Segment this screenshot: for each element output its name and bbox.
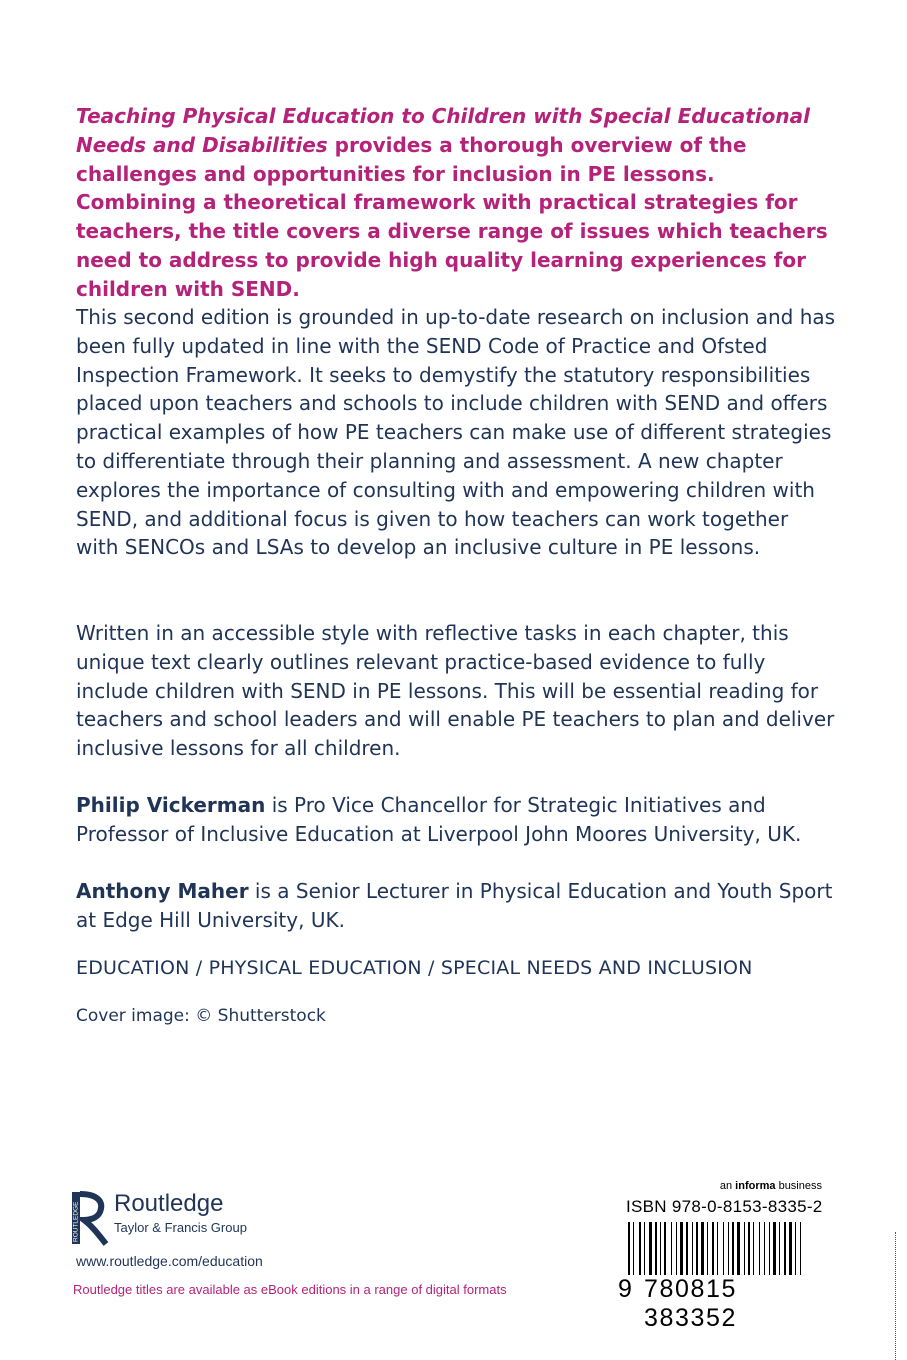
publisher-name: Routledge bbox=[114, 1190, 224, 1217]
barcode-bar bbox=[779, 1222, 780, 1278]
barcode-bar bbox=[784, 1222, 786, 1278]
barcode-bar bbox=[680, 1222, 683, 1278]
book-title: Teaching Physical Education to Children with Special Educational Needs and Disabilities bbox=[76, 104, 810, 157]
informa-business-label: an informa business bbox=[719, 1180, 822, 1192]
barcode-bar bbox=[655, 1222, 657, 1278]
description-paragraph-2: This second edition is grounded in up-to-date research on inclusion and has been fully updated in line with the SEND Code of Practice and Ofsted Inspection Framework. It seeks to demystify the statutory responsibilities placed upon teachers and schools to include children with SEND and offers practical examples of how PE teachers can make use of different strategies to differentiate through their planning and assessment. A new chapter explores the importance of consulting with and empowering children with SEND, and additional focus is given to how teachers can work together with SENCOs and LSAs to develop an inclusive culture in PE lessons. bbox=[76, 305, 836, 560]
barcode-bar bbox=[639, 1222, 641, 1278]
barcode-bar bbox=[744, 1222, 745, 1278]
barcode-digits bbox=[618, 1275, 828, 1332]
publisher-group: Taylor & Francis Group bbox=[114, 1220, 247, 1235]
page-edge bbox=[895, 1232, 897, 1360]
author-bio-1 bbox=[76, 791, 836, 849]
barcode-bar bbox=[764, 1222, 765, 1278]
barcode-bar bbox=[717, 1222, 718, 1278]
author-name-2: Anthony Maher bbox=[76, 879, 249, 903]
barcode-bar bbox=[664, 1222, 666, 1278]
routledge-logo-icon bbox=[70, 1188, 110, 1248]
barcode-bar bbox=[692, 1222, 693, 1278]
publisher-url: www.routledge.com/education bbox=[76, 1253, 263, 1269]
publisher-logo bbox=[70, 1188, 290, 1248]
description-paragraph-3: Written in an accessible style with reflective tasks in each chapter, this unique text clearly outlines relevant practice-based evidence to fully include children with SEND in PE lessons. This will be essential reading for teachers and school leaders and will enable PE teachers to plan and deliver inclusive lessons for all children. bbox=[76, 621, 835, 761]
barcode-bar bbox=[696, 1222, 698, 1278]
isbn-label: ISBN 978-0-8153-8335-2 bbox=[626, 1197, 823, 1216]
author-bio-2 bbox=[76, 877, 836, 935]
barcode-bar bbox=[723, 1222, 724, 1278]
barcode-bar bbox=[753, 1222, 754, 1278]
barcode-bar bbox=[660, 1222, 661, 1278]
barcode-bar bbox=[737, 1222, 740, 1278]
svg-text:ROUTLEDGE: ROUTLEDGE bbox=[72, 1201, 80, 1242]
author-bio-text-1: is Pro Vice Chancellor for Strategic Initiatives and Professor of Inclusive Education at Liverpool John Moores University, UK. bbox=[76, 793, 802, 846]
subject-categories: EDUCATION / PHYSICAL EDUCATION / SPECIAL NEEDS AND INCLUSION bbox=[76, 957, 753, 979]
barcode-bar bbox=[748, 1222, 750, 1278]
intro-text: provides a thorough overview of the challenges and opportunities for inclusion in PE lessons. Combining a theoretical framework with practical strategies for teachers, the title covers a diverse range of issues which teachers need to address to provide high quality learning experiences for children with SEND. bbox=[76, 132, 828, 301]
barcode-bar bbox=[644, 1222, 645, 1278]
barcode-digit-first: 9 bbox=[618, 1275, 634, 1303]
cover-credit: Cover image: © Shutterstock bbox=[76, 1006, 326, 1026]
barcode-bar bbox=[649, 1222, 652, 1278]
author-name-1: Philip Vickerman bbox=[76, 793, 266, 817]
barcode-bar bbox=[701, 1222, 704, 1278]
barcode-bar bbox=[686, 1222, 688, 1278]
ebook-note: Routledge titles are available as eBook editions in a range of digital formats bbox=[73, 1282, 507, 1297]
barcode-bar bbox=[789, 1222, 792, 1278]
barcode-bar bbox=[759, 1222, 760, 1278]
barcode-bar bbox=[732, 1222, 734, 1278]
barcode-bar bbox=[728, 1222, 729, 1278]
author-bio-text-2: is a Senior Lecturer in Physical Education and Youth Sport at Edge Hill University, UK. bbox=[76, 879, 833, 932]
barcode-bar bbox=[773, 1222, 776, 1278]
barcode-bar bbox=[676, 1222, 677, 1278]
barcode-digits-rest: 780815 383352 bbox=[644, 1275, 738, 1332]
barcode-bar bbox=[769, 1222, 770, 1278]
barcode-bar bbox=[671, 1222, 672, 1278]
intro-paragraph bbox=[76, 102, 836, 304]
